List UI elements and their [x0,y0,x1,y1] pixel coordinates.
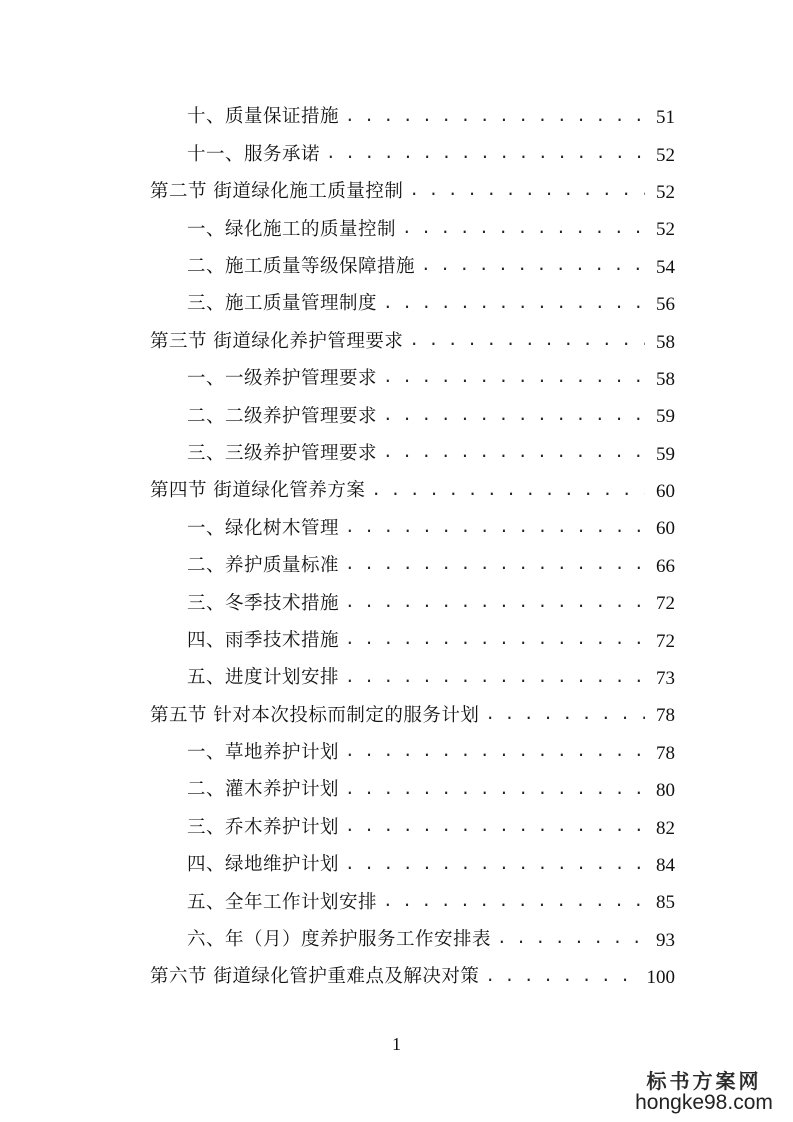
toc-dot-leader [326,145,645,161]
toc-entry-label: 三、乔木养护计划 [187,816,340,838]
toc-subsection-entry[interactable] [150,660,675,697]
toc-entry-page: 93 [656,929,675,951]
toc-section-entry[interactable] [150,959,675,996]
toc-entry-label: 一、草地养护计划 [187,742,340,764]
toc-subsection-entry[interactable] [150,510,675,547]
toc-entry-page: 100 [646,967,675,989]
toc-entry-page: 84 [656,855,675,876]
toc-entry-label: 一、绿化施工的质量控制 [187,218,397,240]
toc-dot-leader [409,332,645,348]
toc-entry-label: 一、一级养护管理要求 [187,368,378,390]
toc-dot-leader [485,706,645,722]
toc-dot-leader [485,968,640,984]
watermark-brand: 标书方案网 [646,1068,762,1093]
toc-entry-page: 60 [656,481,675,503]
toc-subsection-entry[interactable] [150,585,675,622]
toc-subsection-entry[interactable] [150,884,675,921]
toc-entry-label: 第五节 针对本次投标而制定的服务计划 [150,704,480,726]
toc-subsection-entry[interactable] [150,847,675,884]
toc-entry-label: 四、雨季技术措施 [187,629,340,651]
toc-dot-leader [402,220,645,236]
toc-entry-label: 第三节 街道绿化养护管理要求 [150,330,404,352]
toc-entry-page: 54 [656,256,675,278]
toc-subsection-entry[interactable] [150,361,675,398]
toc-dot-leader [421,257,645,273]
toc-dot-leader [345,631,645,647]
toc-entry-label: 二、二级养护管理要求 [187,405,378,427]
toc-entry-page: 52 [656,219,675,241]
toc-entry-page: 52 [656,144,675,166]
toc-entry-page: 85 [656,892,675,914]
toc-entry-label: 第六节 街道绿化管护重难点及解决对策 [150,966,480,988]
toc-entry-page: 59 [656,443,675,465]
toc-entry-page: 80 [656,780,675,802]
toc-dot-leader [345,818,645,834]
toc-entry-label: 五、进度计划安排 [187,667,340,689]
toc-dot-leader [345,594,645,610]
toc-entry-label: 二、施工质量等级保障措施 [187,256,416,277]
toc-section-entry[interactable] [150,174,675,211]
toc-entry-page: 52 [656,181,675,203]
toc-entry-label: 十一、服务承诺 [187,143,321,165]
toc-entry-page: 59 [656,406,675,428]
toc-dot-leader [409,182,645,198]
toc-dot-leader [345,108,645,124]
toc-entry-page: 78 [656,742,675,764]
toc-entry-label: 三、施工质量管理制度 [187,293,378,315]
toc-entry-page: 56 [656,294,675,316]
toc-dot-leader [383,369,645,385]
toc-dot-leader [383,444,645,460]
toc-entry-label: 三、三级养护管理要求 [187,442,378,464]
toc-subsection-entry[interactable] [150,436,675,473]
toc-dot-leader [383,295,645,311]
toc-subsection-entry[interactable] [150,136,675,173]
toc-dot-leader [383,407,645,423]
toc-entry-label: 四、绿地维护计划 [187,854,340,876]
toc-entry-label: 二、养护质量标准 [187,555,340,577]
toc-entry-page: 72 [656,593,675,615]
toc-dot-leader [345,856,645,872]
toc-dot-leader [345,519,645,535]
toc-subsection-entry[interactable] [150,809,675,846]
toc-subsection-entry[interactable] [150,99,675,136]
page-number: 1 [392,1034,401,1054]
toc-subsection-entry[interactable] [150,922,675,959]
toc-entry-page: 82 [656,817,675,839]
toc-entry-label: 二、灌木养护计划 [187,779,340,801]
toc-entry-label: 一、绿化树木管理 [187,517,340,539]
toc-entry-page: 60 [656,518,675,540]
toc-entry-page: 58 [656,331,675,353]
toc-subsection-entry[interactable] [150,211,675,248]
toc-dot-leader [345,743,645,759]
toc-subsection-entry[interactable] [150,286,675,323]
toc-subsection-entry[interactable] [150,398,675,435]
toc-dot-leader [345,669,645,685]
watermark-url: hongke98.com [635,1090,773,1114]
toc-dot-leader [371,482,645,498]
toc-entry-label: 五、全年工作计划安排 [187,891,378,913]
toc-entry-page: 72 [656,630,675,652]
toc-entry-page: 78 [656,705,675,727]
toc-entry-page: 58 [656,368,675,390]
toc-subsection-entry[interactable] [150,735,675,772]
toc-subsection-entry[interactable] [150,548,675,585]
watermark [629,1068,779,1114]
toc-dot-leader [345,781,645,797]
toc-entry-page: 66 [656,555,675,577]
toc-dot-leader [345,556,645,572]
toc-entry-label: 十、质量保证措施 [187,106,340,128]
toc-section-entry[interactable] [150,697,675,734]
toc-entry-label: 第二节 街道绿化施工质量控制 [150,181,404,203]
toc-entry-label: 三、冬季技术措施 [187,592,340,614]
toc-section-entry[interactable] [150,323,675,360]
toc-entry-label: 六、年（月）度养护服务工作安排表 [187,929,492,951]
toc-dot-leader [383,893,645,909]
toc-dot-leader [497,930,645,946]
toc-entry-label: 第四节 街道绿化管养方案 [150,480,366,502]
toc-entry-page: 73 [656,668,675,690]
toc-subsection-entry[interactable] [150,622,675,659]
toc-section-entry[interactable] [150,473,675,510]
toc-subsection-entry[interactable] [150,249,675,286]
toc-subsection-entry[interactable] [150,772,675,809]
table-of-contents [150,99,675,996]
toc-entry-page: 51 [656,107,675,129]
